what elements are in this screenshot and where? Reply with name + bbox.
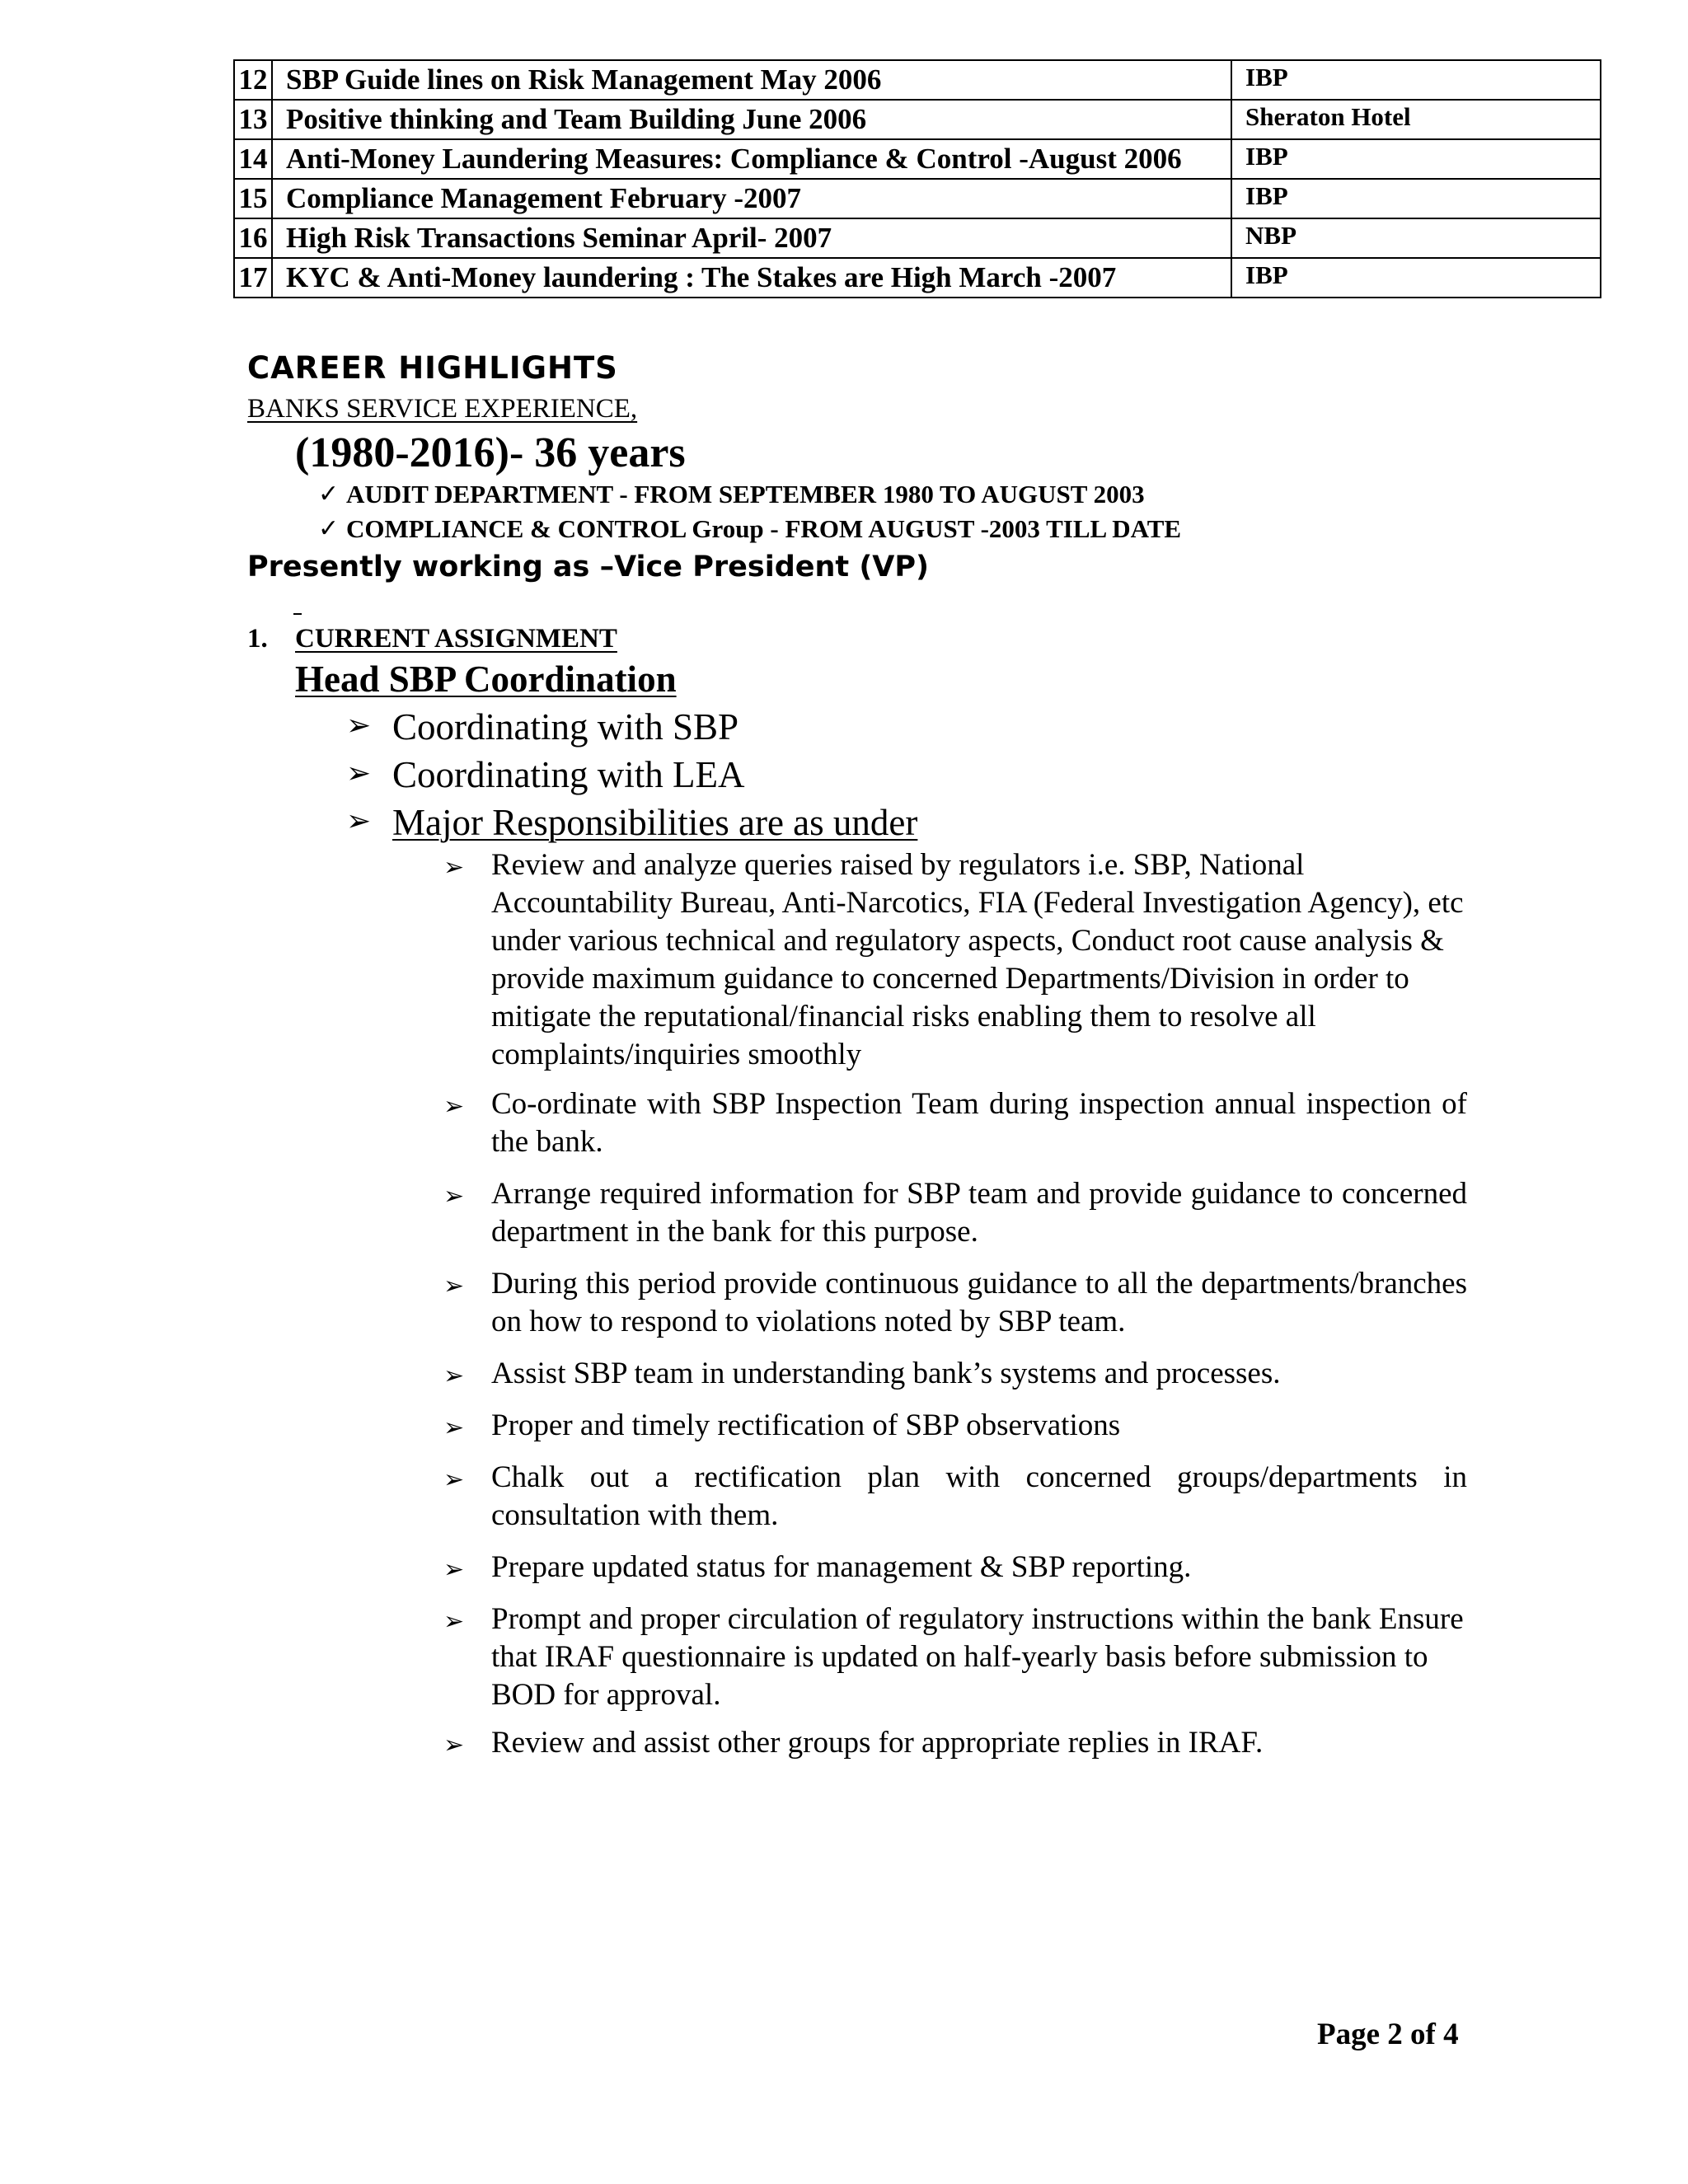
arrow-bullet-icon: ➢ — [443, 1272, 465, 1301]
responsibility-text: Co-ordinate with SBP Inspection Team during inspection annual inspection of the bank. — [491, 1087, 1467, 1159]
assignment-number: 1. — [247, 624, 268, 654]
check-mark-icon: ✓ — [318, 480, 340, 509]
responsibility-text: Chalk out a rectification plan with concerned groups/departments in consultation with them. — [491, 1460, 1467, 1532]
department-label: AUDIT DEPARTMENT - FROM SEPTEMBER 1980 TO AUGUST 2003 — [346, 480, 1145, 509]
responsibility-item — [443, 1355, 1467, 1393]
arrow-bullet-icon: ➢ — [443, 1465, 465, 1494]
row-number: 12 — [234, 60, 272, 100]
responsibility-text: Review and assist other groups for appropriate replies in IRAF. — [491, 1726, 1264, 1760]
row-number: 15 — [234, 179, 272, 218]
training-topic: Anti-Money Laundering Measures: Compliance & Control -August 2006 — [272, 139, 1231, 179]
arrow-bullet-icon: ➢ — [443, 1731, 465, 1760]
check-mark-icon: ✓ — [318, 514, 340, 543]
row-number: 16 — [234, 218, 272, 258]
responsibility-text: Proper and timely rectification of SBP observations — [491, 1408, 1121, 1442]
arrow-bullet-icon: ➢ — [443, 1092, 465, 1121]
training-venue: IBP — [1231, 258, 1601, 298]
arrow-bullet-icon: ➢ — [443, 853, 465, 882]
responsibility-text: Arrange required information for SBP team and provide guidance to concerned department in the bank for this purpose. — [491, 1177, 1467, 1249]
arrow-bullet-icon: ➢ — [443, 1555, 465, 1584]
responsibility-text: Prepare updated status for management & SBP reporting. — [491, 1550, 1192, 1584]
responsibility-text: Prompt and proper circulation of regulatory instructions within the bank Ensure that IRAF questionnaire is updated on half-yearly basis before submission to BOD for approval. — [491, 1602, 1464, 1712]
training-topic: High Risk Transactions Seminar April- 2007 — [272, 218, 1231, 258]
department-item-compliance — [318, 514, 1182, 544]
training-topic: Compliance Management February -2007 — [272, 179, 1231, 218]
table-row — [234, 60, 1601, 100]
current-position: Presently working as –Vice President (VP) — [247, 551, 930, 583]
table-row — [234, 179, 1601, 218]
banks-service-heading: BANKS SERVICE EXPERIENCE, — [247, 394, 638, 424]
responsibility-item — [443, 1459, 1467, 1535]
divider-mark — [293, 613, 302, 615]
arrow-bullet-icon: ➢ — [346, 757, 372, 790]
responsibility-text: Review and analyze queries raised by regulators i.e. SBP, National Accountability Bureau, Anti-Narcotics, FIA (Federal Investigation Agency), etc under various technical and regulatory aspects, Conduct root cause analysis & provide maximum guidance to concerned Departments/Division in order to mitigate the reputational/financial risks enabling them to resolve all complaints/inquiries smoothly — [491, 848, 1464, 1071]
responsibility-item — [443, 1601, 1467, 1714]
training-venue: Sheraton Hotel — [1231, 100, 1601, 139]
table-row — [234, 258, 1601, 298]
page-number: Page 2 of 4 — [1317, 2018, 1459, 2051]
responsibility-item — [443, 1549, 1467, 1586]
table-row — [234, 139, 1601, 179]
training-table — [233, 59, 1601, 298]
training-venue: NBP — [1231, 218, 1601, 258]
responsibility-text: Assist SBP team in understanding bank’s systems and processes. — [491, 1357, 1281, 1390]
department-label: COMPLIANCE & CONTROL Group - FROM AUGUST -2003 TILL DATE — [346, 514, 1182, 543]
responsibility-item — [443, 1265, 1467, 1341]
department-item-audit — [318, 480, 1145, 509]
training-topic: KYC & Anti-Money laundering : The Stakes are High March -2007 — [272, 258, 1231, 298]
responsibility-item — [443, 1724, 1467, 1762]
arrow-bullet-icon: ➢ — [346, 709, 372, 743]
training-venue: IBP — [1231, 179, 1601, 218]
main-point-label: Coordinating with SBP — [392, 706, 739, 748]
main-point — [346, 753, 745, 796]
assignment-role: Head SBP Coordination — [295, 658, 677, 700]
row-number: 13 — [234, 100, 272, 139]
table-row — [234, 218, 1601, 258]
assignment-title: CURRENT ASSIGNMENT — [295, 624, 617, 654]
row-number: 14 — [234, 139, 272, 179]
service-years: (1980-2016)- 36 years — [295, 429, 686, 476]
main-point-label: Coordinating with LEA — [392, 754, 745, 795]
arrow-bullet-icon: ➢ — [346, 804, 372, 838]
main-point — [346, 801, 918, 844]
arrow-bullet-icon: ➢ — [443, 1182, 465, 1211]
responsibility-item — [443, 1407, 1467, 1445]
row-number: 17 — [234, 258, 272, 298]
arrow-bullet-icon: ➢ — [443, 1607, 465, 1636]
responsibility-text: During this period provide continuous guidance to all the departments/branches on how to respond to violations noted by SBP team. — [491, 1267, 1467, 1338]
training-venue: IBP — [1231, 139, 1601, 179]
responsibility-item — [443, 1085, 1467, 1161]
arrow-bullet-icon: ➢ — [443, 1413, 465, 1442]
training-topic: Positive thinking and Team Building June 2006 — [272, 100, 1231, 139]
arrow-bullet-icon: ➢ — [443, 1361, 465, 1390]
career-highlights-heading: CAREER HIGHLIGHTS — [247, 350, 618, 386]
training-topic: SBP Guide lines on Risk Management May 2006 — [272, 60, 1231, 100]
training-venue: IBP — [1231, 60, 1601, 100]
training-table-body — [234, 60, 1601, 298]
table-row — [234, 100, 1601, 139]
responsibility-item — [443, 1175, 1467, 1251]
main-point-label: Major Responsibilities are as under — [392, 802, 918, 843]
main-point — [346, 705, 739, 748]
responsibility-item — [443, 846, 1467, 1074]
